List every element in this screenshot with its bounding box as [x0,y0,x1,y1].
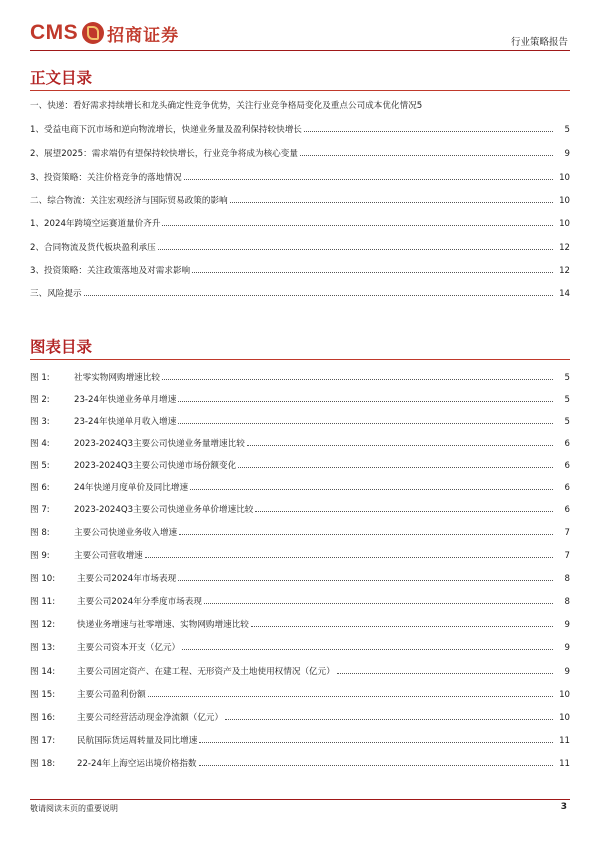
figure-label: 图 18: [30,759,56,769]
figure-item[interactable] [30,664,570,677]
toc-leader [145,557,553,558]
figure-item[interactable] [30,436,570,449]
toc-item-text: 二、综合物流：关注宏观经济与国际贸易政策的影响 [30,196,228,206]
toc-item[interactable] [30,216,570,229]
figure-item[interactable] [30,370,570,383]
page-header [30,18,570,48]
toc-item-text: 3、投资策略：关注政策落地及对需求影响 [30,266,191,276]
toc-leader [178,401,553,402]
figure-label: 图 1: [30,373,50,383]
figure-title: 23-24年快递单月收入增速 [74,417,177,427]
figure-title: 主要公司2024年分季度市场表现 [77,597,202,607]
figure-label: 图 2: [30,395,50,405]
toc-item-page: 12 [559,266,570,276]
figure-item[interactable] [30,525,570,538]
figure-page: 7 [564,528,570,538]
figure-label: 图 3: [30,417,50,427]
figure-label: 图 11: [30,597,56,607]
figure-label: 图 10: [30,574,56,584]
logo-chinese-name: 招商证券 [107,25,180,46]
figure-item[interactable] [30,640,570,653]
toc-item-text: 2、合同物流及货代板块盈利承压 [30,243,156,253]
figure-title: 2023-2024Q3主要公司快递业务单价增速比较 [74,505,254,515]
toc-item-text: 1、受益电商下沉市场和逆向物流增长，快递业务量及盈利保持较快增长 [30,125,302,135]
toc-item[interactable] [30,98,570,111]
toc-leader [162,379,553,380]
figure-item[interactable] [30,571,570,584]
figure-title: 民航国际货运周转量及同比增速 [77,736,198,746]
figure-item[interactable] [30,756,570,769]
figure-label: 图 4: [30,439,50,449]
figure-label: 图 6: [30,483,50,493]
figure-title: 主要公司固定资产、在建工程、无形资产及土地使用权情况（亿元） [77,667,335,677]
figure-item[interactable] [30,480,570,493]
figure-label: 图 16: [30,713,56,723]
figure-label: 图 15: [30,690,56,700]
figure-title: 主要公司营收增速 [74,551,143,561]
toc-leader [204,603,553,604]
figure-label: 图 5: [30,461,50,471]
toc-leader [230,202,553,203]
toc-leader [304,131,553,132]
figure-item[interactable] [30,710,570,723]
toc-item[interactable] [30,263,570,276]
toc-item[interactable] [30,170,570,183]
figure-label: 图 17: [30,736,56,746]
figure-label: 图 14: [30,667,56,677]
figure-page: 11 [559,759,570,769]
toc-item-text: 三、风险提示 [30,289,82,299]
report-type: 行业策略报告 [510,37,568,48]
toc-leader [148,696,553,697]
toc-item-page: 10 [559,173,570,183]
figure-label: 图 9: [30,551,50,561]
figure-title: 主要公司快递业务收入增速 [74,528,178,538]
figure-title: 快递业务增速与社零增速、实物网购增速比较 [77,620,249,630]
figure-page: 9 [564,667,570,677]
toc-leader [199,742,553,743]
figures-title-divider [30,359,570,360]
toc-leader [158,249,553,250]
figure-page: 6 [564,439,570,449]
figure-title: 24年快递月度单价及同比增速 [74,483,189,493]
figure-page: 10 [559,713,570,723]
figure-item[interactable] [30,502,570,515]
toc-leader [247,445,553,446]
toc-leader [178,423,553,424]
figure-page: 7 [564,551,570,561]
figure-item[interactable] [30,414,570,427]
toc-item[interactable] [30,286,570,299]
toc-leader [84,295,553,296]
figure-title: 22-24年上海空运出境价格指数 [77,759,197,769]
toc-leader [178,580,553,581]
figure-item[interactable] [30,687,570,700]
figures-title: 图表目录 [30,338,93,356]
toc-item[interactable] [30,122,570,135]
figure-title: 23-24年快递业务单月增速 [74,395,177,405]
figure-page: 11 [559,736,570,746]
toc-item-page: 12 [559,243,570,253]
toc-item-page: 10 [559,219,570,229]
figure-page: 6 [564,461,570,471]
figure-item[interactable] [30,617,570,630]
logo-text: CMS [30,21,79,44]
toc-item-text: 1、2024年跨境空运赛道量价齐升 [30,219,161,229]
figure-page: 10 [559,690,570,700]
figure-label: 图 8: [30,528,50,538]
page-number: 3 [560,802,567,812]
figure-page: 8 [564,574,570,584]
toc-item[interactable] [30,146,570,159]
figure-page: 9 [564,620,570,630]
figure-item[interactable] [30,594,570,607]
toc-title-divider [30,90,570,91]
logo-emblem-icon [82,22,104,44]
toc-item-page: 14 [559,289,570,299]
figure-item[interactable] [30,458,570,471]
toc-leader [251,626,553,627]
figure-page: 6 [564,505,570,515]
toc-item-page: 9 [564,149,570,159]
figure-item[interactable] [30,548,570,561]
header-divider [30,50,570,51]
toc-leader [255,511,553,512]
figure-title: 2023-2024Q3主要公司快递市场份额变化 [74,461,237,471]
toc-leader [300,155,553,156]
toc-leader [337,673,553,674]
figure-title: 主要公司盈利份额 [77,690,146,700]
company-logo [30,18,179,48]
figure-label: 图 13: [30,643,56,653]
figure-page: 5 [564,373,570,383]
toc-item-page: 5 [564,125,570,135]
figure-label: 图 7: [30,505,50,515]
figure-title: 主要公司经营活动现金净流额（亿元） [77,713,224,723]
toc-leader [162,225,553,226]
footer-divider [30,799,570,800]
toc-leader [190,489,553,490]
toc-item-text: 2、展望2025：需求端仍有望保持较快增长，行业竞争将成为核心变量 [30,149,298,159]
figure-title: 主要公司资本开支（亿元） [77,643,181,653]
toc-leader [179,534,553,535]
figure-item[interactable] [30,392,570,405]
figure-item[interactable] [30,733,570,746]
figure-page: 5 [564,395,570,405]
toc-item-page: 5 [416,101,423,111]
figure-title: 社零实物网购增速比较 [74,373,160,383]
figure-page: 5 [564,417,570,427]
toc-item-page: 10 [559,196,570,206]
toc-leader [192,272,553,273]
figure-label: 图 12: [30,620,56,630]
figure-page: 6 [564,483,570,493]
figure-page: 9 [564,643,570,653]
footer-disclaimer: 敬请阅读末页的重要说明 [30,804,118,813]
toc-leader [238,467,553,468]
figure-title: 2023-2024Q3主要公司快递业务量增速比较 [74,439,245,449]
toc-leader [199,765,553,766]
toc-item[interactable] [30,240,570,253]
toc-item-text: 一、快递：看好需求持续增长和龙头确定性竞争优势，关注行业竞争格局变化及重点公司成本优化情况 [30,101,417,111]
toc-title: 正文目录 [30,69,93,87]
figure-title: 主要公司2024年市场表现 [77,574,177,584]
toc-item-text: 3、投资策略：关注价格竞争的落地情况 [30,173,182,183]
figure-page: 8 [564,597,570,607]
toc-leader [182,649,553,650]
toc-item[interactable] [30,193,570,206]
toc-leader [225,719,553,720]
toc-leader [184,179,553,180]
